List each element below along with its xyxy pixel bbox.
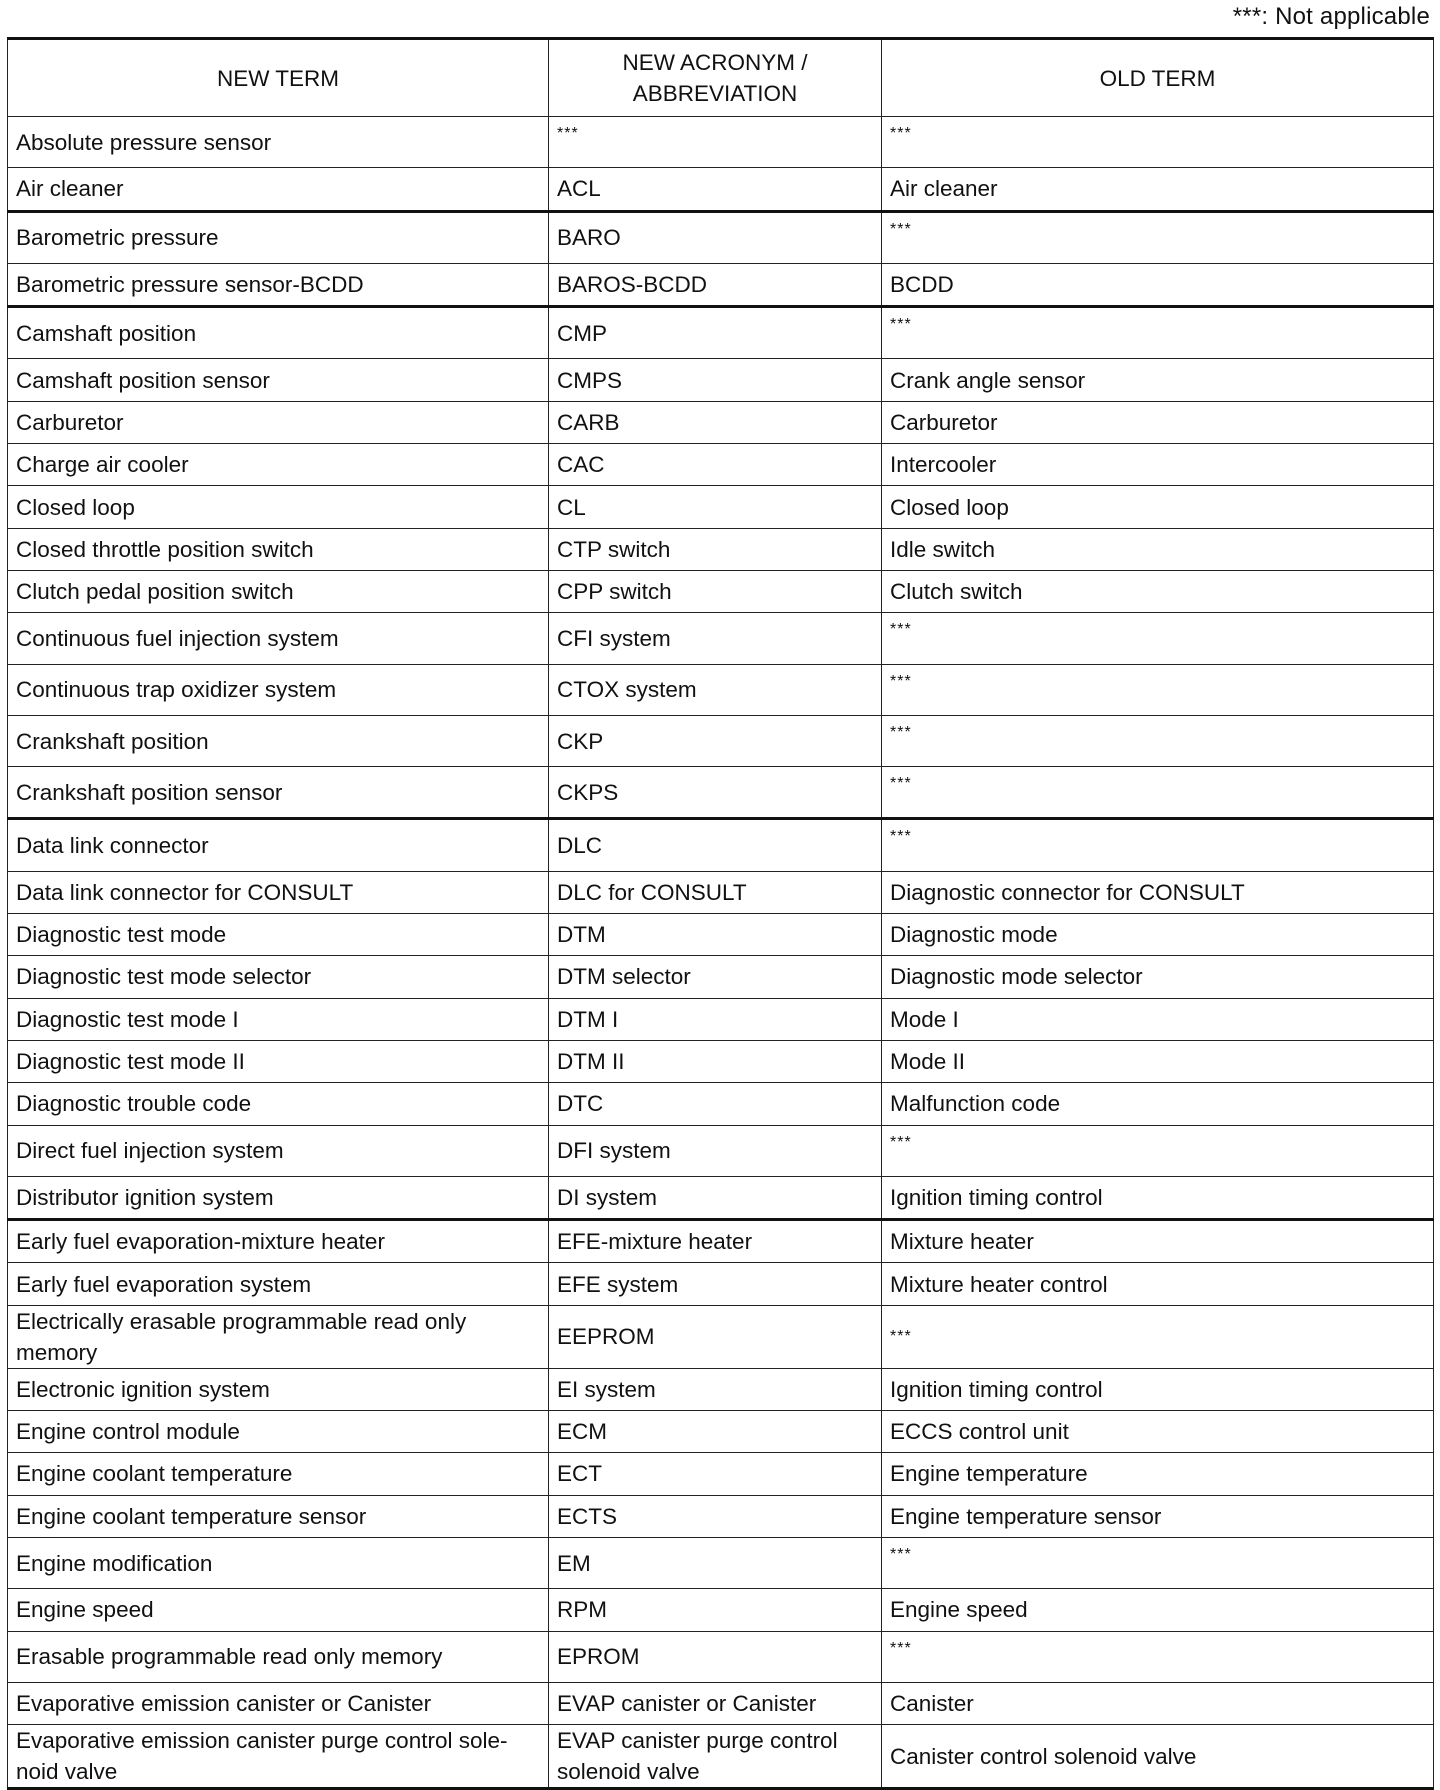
new-term-cell: Barometric pressure sensor-BCDD xyxy=(8,263,549,306)
acronym-cell: CFI system xyxy=(549,613,882,664)
table-row xyxy=(8,1589,1434,1631)
header-new-term: NEW TERM xyxy=(8,39,549,117)
table-row xyxy=(8,1368,1434,1410)
old-term-cell: Mode I xyxy=(882,998,1434,1040)
new-term-cell: Engine speed xyxy=(8,1589,549,1631)
table-row xyxy=(8,1631,1434,1682)
table-row xyxy=(8,1176,1434,1219)
old-term-cell: *** xyxy=(882,1631,1434,1682)
table-row xyxy=(8,664,1434,715)
table-body xyxy=(8,117,1434,1789)
acronym-cell: EI system xyxy=(549,1368,882,1410)
table-row xyxy=(8,1725,1434,1789)
new-term-cell: Electronic ignition system xyxy=(8,1368,549,1410)
table-row xyxy=(8,570,1434,612)
new-term-cell: Electrically erasable programmable read only memory xyxy=(8,1305,549,1368)
new-term-cell: Absolute pressure sensor xyxy=(8,117,549,168)
acronym-cell: DTC xyxy=(549,1083,882,1125)
new-term-cell: Early fuel evaporation system xyxy=(8,1263,549,1305)
old-term-cell: Canister xyxy=(882,1682,1434,1724)
new-term-cell: Barometric pressure xyxy=(8,211,549,263)
table-row xyxy=(8,1411,1434,1453)
table-row xyxy=(8,956,1434,998)
acronym-cell: CTOX system xyxy=(549,664,882,715)
old-term-cell: Crank angle sensor xyxy=(882,359,1434,401)
table-row xyxy=(8,767,1434,819)
table-row xyxy=(8,401,1434,443)
old-term-cell: Closed loop xyxy=(882,486,1434,528)
table-row xyxy=(8,1263,1434,1305)
acronym-cell: ECM xyxy=(549,1411,882,1453)
table-row xyxy=(8,1040,1434,1082)
table-row xyxy=(8,168,1434,211)
acronym-cell: CKP xyxy=(549,715,882,766)
old-term-cell: Carburetor xyxy=(882,401,1434,443)
table-row xyxy=(8,1682,1434,1724)
table-row xyxy=(8,715,1434,766)
old-term-cell: *** xyxy=(882,613,1434,664)
terminology-table xyxy=(7,37,1434,1790)
table-row xyxy=(8,1083,1434,1125)
acronym-cell: DLC xyxy=(549,819,882,871)
new-term-cell: Diagnostic trouble code xyxy=(8,1083,549,1125)
acronym-cell: DFI system xyxy=(549,1125,882,1176)
acronym-cell: BAROS-BCDD xyxy=(549,263,882,306)
new-term-cell: Diagnostic test mode xyxy=(8,914,549,956)
acronym-cell: EFE-mixture heater xyxy=(549,1220,882,1263)
acronym-cell: EVAP canister or Canister xyxy=(549,1682,882,1724)
table-row xyxy=(8,117,1434,168)
new-term-cell: Carburetor xyxy=(8,401,549,443)
new-term-cell: Clutch pedal position switch xyxy=(8,570,549,612)
table-row xyxy=(8,263,1434,306)
new-term-cell: Data link connector xyxy=(8,819,549,871)
old-term-cell: Clutch switch xyxy=(882,570,1434,612)
old-term-cell: *** xyxy=(882,1125,1434,1176)
old-term-cell: Diagnostic mode selector xyxy=(882,956,1434,998)
new-term-cell: Camshaft position sensor xyxy=(8,359,549,401)
table-row xyxy=(8,1125,1434,1176)
acronym-cell: *** xyxy=(549,117,882,168)
table-row xyxy=(8,528,1434,570)
old-term-cell: BCDD xyxy=(882,263,1434,306)
acronym-cell: CMP xyxy=(549,307,882,359)
old-term-cell: *** xyxy=(882,211,1434,263)
new-term-cell: Engine modification xyxy=(8,1537,549,1588)
table-row xyxy=(8,486,1434,528)
new-term-cell: Crankshaft position xyxy=(8,715,549,766)
new-term-cell: Camshaft position xyxy=(8,307,549,359)
old-term-cell: *** xyxy=(882,307,1434,359)
acronym-cell: ECT xyxy=(549,1453,882,1495)
old-term-cell: Engine temperature xyxy=(882,1453,1434,1495)
old-term-cell: Mixture heater control xyxy=(882,1263,1434,1305)
old-term-cell: *** xyxy=(882,664,1434,715)
acronym-cell: CKPS xyxy=(549,767,882,819)
new-term-cell: Evaporative emission canister or Canister xyxy=(8,1682,549,1724)
old-term-cell: ECCS control unit xyxy=(882,1411,1434,1453)
old-term-cell: Mixture heater xyxy=(882,1220,1434,1263)
table-row xyxy=(8,819,1434,871)
acronym-cell: EVAP canister purge control solenoid valve xyxy=(549,1725,882,1789)
old-term-cell: Mode II xyxy=(882,1040,1434,1082)
table-row xyxy=(8,359,1434,401)
acronym-cell: DTM selector xyxy=(549,956,882,998)
new-term-cell: Continuous trap oxidizer system xyxy=(8,664,549,715)
old-term-cell: *** xyxy=(882,715,1434,766)
new-term-cell: Data link connector for CONSULT xyxy=(8,871,549,913)
new-term-cell: Erasable programmable read only memory xyxy=(8,1631,549,1682)
table-row xyxy=(8,1453,1434,1495)
header-new-acronym: NEW ACRONYM / ABBREVIATION xyxy=(549,39,882,117)
table-row xyxy=(8,998,1434,1040)
old-term-cell: *** xyxy=(882,767,1434,819)
table-row xyxy=(8,307,1434,359)
new-term-cell: Distributor ignition system xyxy=(8,1176,549,1219)
old-term-cell: Ignition timing control xyxy=(882,1368,1434,1410)
acronym-cell: BARO xyxy=(549,211,882,263)
old-term-cell: Ignition timing control xyxy=(882,1176,1434,1219)
acronym-cell: DTM II xyxy=(549,1040,882,1082)
old-term-cell: Idle switch xyxy=(882,528,1434,570)
old-term-cell: *** xyxy=(882,819,1434,871)
acronym-cell: DI system xyxy=(549,1176,882,1219)
new-term-cell: Diagnostic test mode I xyxy=(8,998,549,1040)
table-row xyxy=(8,914,1434,956)
new-term-cell: Diagnostic test mode II xyxy=(8,1040,549,1082)
table-row xyxy=(8,211,1434,263)
old-term-cell: Diagnostic connector for CONSULT xyxy=(882,871,1434,913)
old-term-cell: *** xyxy=(882,117,1434,168)
new-term-cell: Evaporative emission canister purge control sole-noid valve xyxy=(8,1725,549,1789)
old-term-cell: *** xyxy=(882,1305,1434,1368)
acronym-cell: DTM xyxy=(549,914,882,956)
table-row xyxy=(8,871,1434,913)
old-term-cell: Air cleaner xyxy=(882,168,1434,211)
acronym-cell: EPROM xyxy=(549,1631,882,1682)
acronym-cell: RPM xyxy=(549,1589,882,1631)
acronym-cell: CPP switch xyxy=(549,570,882,612)
not-applicable-note: ***: Not applicable xyxy=(1232,3,1430,30)
acronym-cell: CL xyxy=(549,486,882,528)
new-term-cell: Engine coolant temperature sensor xyxy=(8,1495,549,1537)
acronym-cell: EM xyxy=(549,1537,882,1588)
header-old-term: OLD TERM xyxy=(882,39,1434,117)
table-row xyxy=(8,1495,1434,1537)
acronym-cell: CTP switch xyxy=(549,528,882,570)
acronym-cell: CARB xyxy=(549,401,882,443)
old-term-cell: *** xyxy=(882,1537,1434,1588)
acronym-cell: EEPROM xyxy=(549,1305,882,1368)
acronym-cell: DLC for CONSULT xyxy=(549,871,882,913)
table-row xyxy=(8,1305,1434,1368)
acronym-cell: ECTS xyxy=(549,1495,882,1537)
new-term-cell: Closed throttle position switch xyxy=(8,528,549,570)
new-term-cell: Early fuel evaporation-mixture heater xyxy=(8,1220,549,1263)
new-term-cell: Crankshaft position sensor xyxy=(8,767,549,819)
old-term-cell: Canister control solenoid valve xyxy=(882,1725,1434,1789)
old-term-cell: Malfunction code xyxy=(882,1083,1434,1125)
old-term-cell: Intercooler xyxy=(882,444,1434,486)
new-term-cell: Direct fuel injection system xyxy=(8,1125,549,1176)
new-term-cell: Continuous fuel injection system xyxy=(8,613,549,664)
acronym-cell: CAC xyxy=(549,444,882,486)
new-term-cell: Engine coolant temperature xyxy=(8,1453,549,1495)
new-term-cell: Air cleaner xyxy=(8,168,549,211)
table-header-row xyxy=(8,39,1434,117)
new-term-cell: Closed loop xyxy=(8,486,549,528)
table-row xyxy=(8,1220,1434,1263)
acronym-cell: CMPS xyxy=(549,359,882,401)
new-term-cell: Diagnostic test mode selector xyxy=(8,956,549,998)
acronym-cell: ACL xyxy=(549,168,882,211)
acronym-cell: EFE system xyxy=(549,1263,882,1305)
old-term-cell: Engine temperature sensor xyxy=(882,1495,1434,1537)
acronym-cell: DTM I xyxy=(549,998,882,1040)
new-term-cell: Charge air cooler xyxy=(8,444,549,486)
new-term-cell: Engine control module xyxy=(8,1411,549,1453)
table-row xyxy=(8,444,1434,486)
table-row xyxy=(8,613,1434,664)
old-term-cell: Diagnostic mode xyxy=(882,914,1434,956)
table-row xyxy=(8,1537,1434,1588)
old-term-cell: Engine speed xyxy=(882,1589,1434,1631)
